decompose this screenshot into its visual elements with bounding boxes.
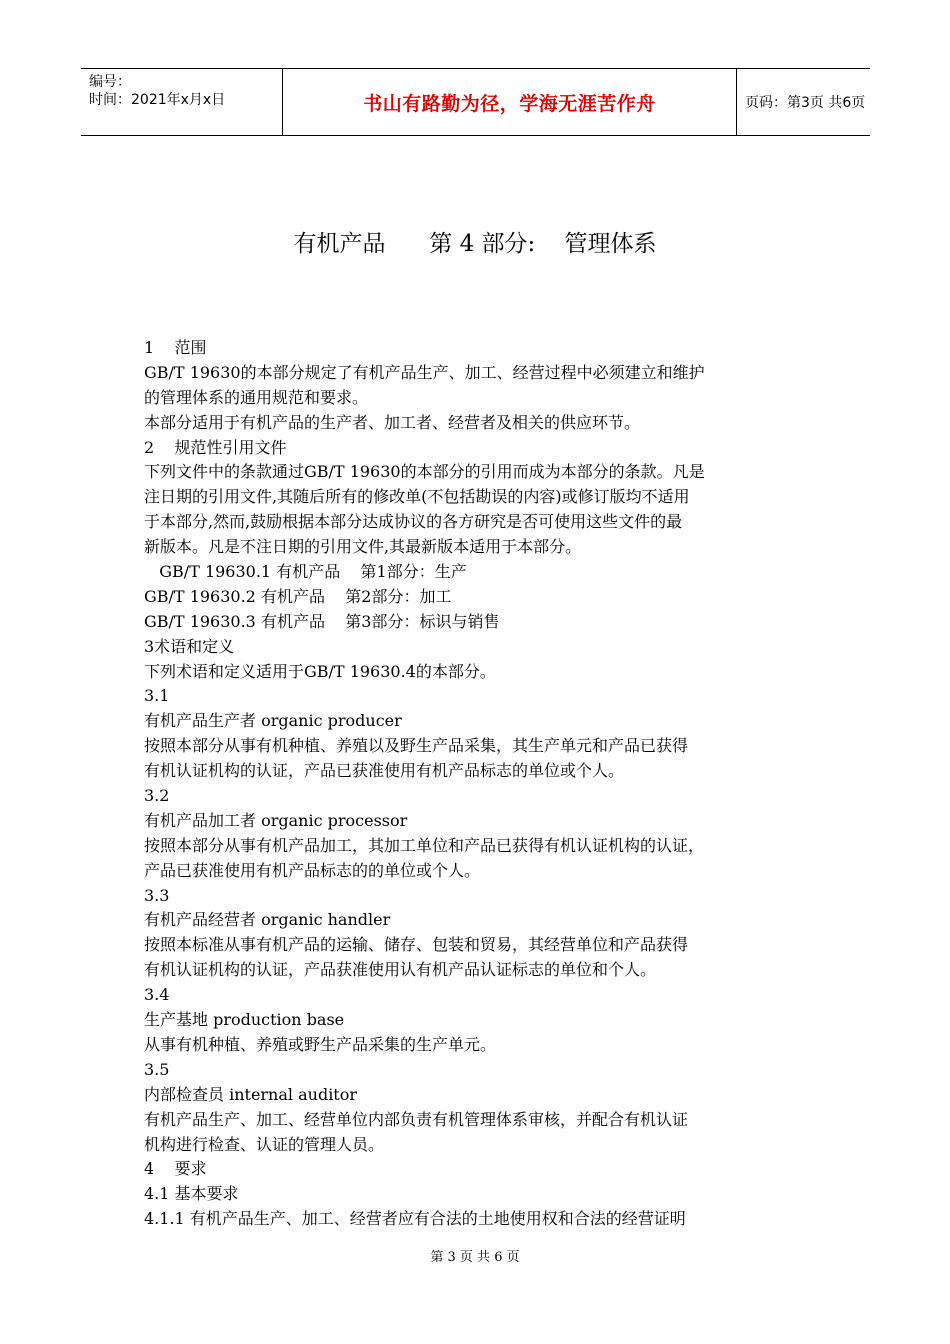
body-line: GB/T 19630.1 有机产品 第1部分：生产 — [144, 562, 467, 582]
body-line: 按照本部分从事有机产品加工，其加工单位和产品已获得有机认证机构的认证， — [144, 835, 705, 855]
header-motto: 书山有路勤为径，学海无涯苦作舟 — [363, 92, 656, 115]
body-line: 机构进行检查、认证的管理人员。 — [144, 1134, 385, 1154]
document-body — [144, 336, 824, 1232]
body-line: 于本部分,然而,鼓励根据本部分达成协议的各方研究是否可使用这些文件的最 — [144, 512, 683, 532]
body-line: 4.1 基本要求 — [144, 1184, 239, 1204]
body-line: 3.3 — [144, 885, 170, 905]
body-line: GB/T 19630.3 有机产品 第3部分：标识与销售 — [144, 611, 500, 631]
body-line: GB/T 19630.2 有机产品 第2部分：加工 — [144, 586, 452, 606]
body-line: 内部检查员 internal auditor — [144, 1084, 358, 1104]
body-line: 3.5 — [144, 1059, 170, 1079]
body-line: 1 范围 — [144, 338, 207, 357]
header-page-info: 页码：第3页 共6页 — [745, 95, 866, 111]
document-date: 时间：2021年x月x日 — [89, 92, 226, 108]
body-line: 有机认证机构的认证，产品获准使用认有机产品认证标志的单位和个人。 — [144, 960, 657, 980]
document-title: 有机产品 第 4 部分: 管理体系 — [293, 231, 657, 257]
page-header — [81, 68, 870, 136]
body-line: 本部分适用于有机产品的生产者、加工者、经营者及相关的供应环节。 — [144, 412, 641, 432]
body-line: 3.4 — [144, 985, 170, 1005]
body-line: 从事有机种植、养殖或野生产品采集的生产单元。 — [144, 1034, 497, 1054]
body-line: 新版本。凡是不注日期的引用文件,其最新版本适用于本部分。 — [144, 537, 582, 557]
body-line: 下列术语和定义适用于GB/T 19630.4的本部分。 — [144, 661, 496, 681]
body-line: 3.2 — [144, 786, 170, 806]
body-line: 4 要求 — [144, 1159, 207, 1179]
body-line: 2 规范性引用文件 — [144, 437, 287, 457]
header-page-cell — [737, 69, 870, 135]
body-line: 3.1 — [144, 686, 170, 706]
body-line: 有机产品经营者 organic handler — [144, 910, 391, 930]
body-line: 有机产品生产者 organic producer — [144, 711, 402, 731]
body-line: 的管理体系的通用规范和要求。 — [144, 387, 369, 407]
body-line: 按照本部分从事有机种植、养殖以及野生产品采集，其生产单元和产品已获得 — [144, 736, 689, 756]
header-meta — [81, 69, 282, 135]
body-line: 3术语和定义 — [144, 636, 235, 656]
body-line: GB/T 19630的本部分规定了有机产品生产、加工、经营过程中必须建立和维护 — [144, 362, 705, 382]
body-line: 产品已获准使用有机产品标志的的单位或个人。 — [144, 860, 481, 880]
body-line: 注日期的引用文件,其随后所有的修改单(不包括勘误的内容)或修订版均不适用 — [144, 487, 690, 507]
body-line: 有机认证机构的认证，产品已获准使用有机产品标志的单位或个人。 — [144, 761, 625, 781]
body-line: 生产基地 production base — [144, 1010, 345, 1030]
header-motto-cell — [282, 69, 737, 135]
document-number-label: 编号： — [89, 74, 131, 90]
body-line: 有机产品生产、加工、经营单位内部负责有机管理体系审核，并配合有机认证 — [144, 1109, 689, 1129]
page-footer: 第 3 页 共 6 页 — [430, 1250, 520, 1265]
body-line: 按照本标准从事有机产品的运输、储存、包装和贸易，其经营单位和产品获得 — [144, 935, 689, 955]
body-line: 4.1.1 有机产品生产、加工、经营者应有合法的土地使用权和合法的经营证明 — [144, 1209, 686, 1229]
body-line: 有机产品加工者 organic processor — [144, 810, 408, 830]
body-line: 下列文件中的条款通过GB/T 19630的本部分的引用而成为本部分的条款。凡是 — [144, 462, 705, 482]
